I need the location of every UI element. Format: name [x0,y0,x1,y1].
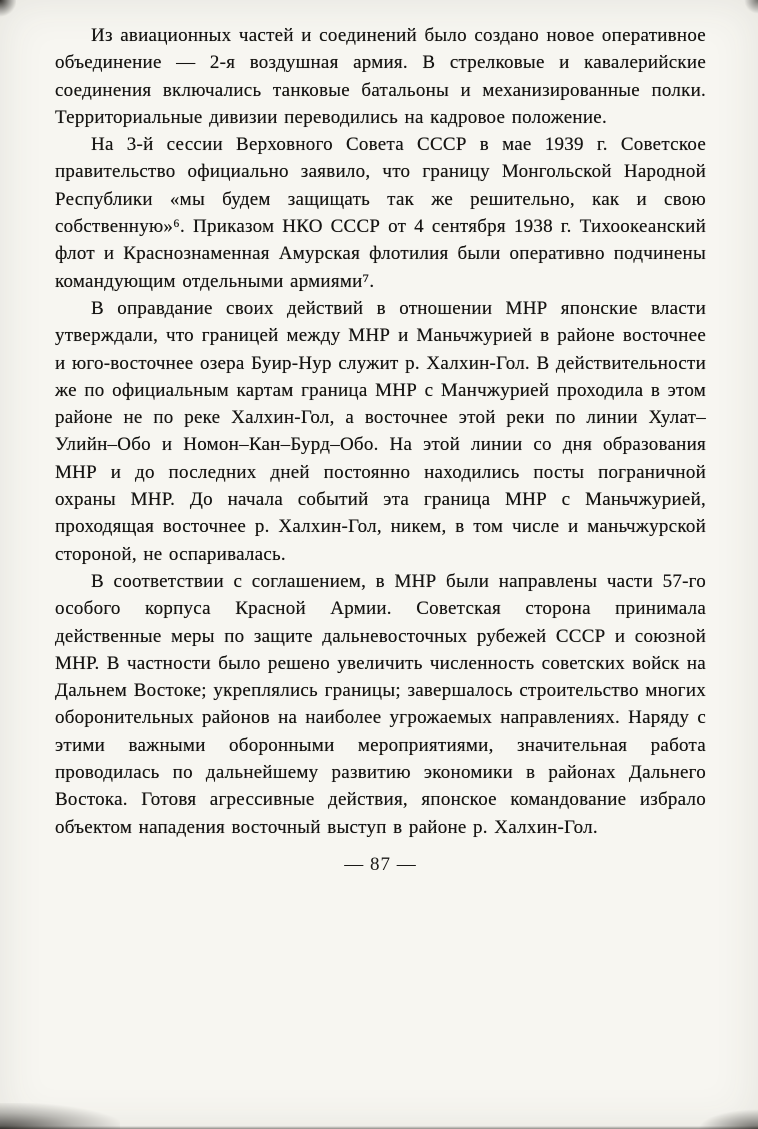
paragraph-2: На 3-й сессии Верховного Совета СССР в мае 1939 г. Советское правительство официально заявило, что границу Монгольской Народной Республики «мы будем защищать так же решительно, как и свою собственную»⁶. Приказом НКО СССР от 4 сентября 1938 г. Тихоокеанский флот и Краснознаменная Амурская флотилия были оперативно подчинены командующим отдельными армиями⁷. [55,134,706,292]
paragraph-3: В оправдание своих действий в отношении МНР японские власти утверждали, что границей между МНР и Маньчжурией в районе восточнее и юго-восточнее озера Буир-Нур служит р. Халхин-Гол. В действительности же по официальным картам граница МНР с Манчжурией проходила в этом районе не по реке Халхин-Гол, а восточнее этой реки по линии Хулат–Улийн–Обо и Номон–Кан–Бурд–Обо. На этой линии со дня образования МНР и до последних дней постоянно находились посты пограничной охраны МНР. До начала событий эта граница МНР с Маньчжурией, проходящая восточнее р. Халхин-Гол, никем, в том числе и маньчжурской стороной, не оспаривалась. [55,297,706,565]
text-block [55,22,706,876]
paragraph-4: В соответствии с соглашением, в МНР были направлены части 57-го особого корпуса Красной Армии. Советская сторона принимала действенные меры по защите дальневосточных рубежей СССР и союзной МНР. В частности было решено увеличить численность советских войск на Дальнем Востоке; укреплялись границы; завершалось строительство многих оборонительных районов на наиболее угрожаемых направлениях. Наряду с этими важными оборонными мероприятиями, значительная работа проводилась по дальнейшему развитию экономики в районах Дальнего Востока. Готовя агрессивные действия, японское командование избрало объектом нападения восточный выступ в районе р. Халхин-Гол. [55,570,706,838]
scan-artifact-bottom-left [0,1103,120,1129]
paragraph-1: Из авиационных частей и соединений было создано новое оперативное объединение — 2-я воздушная армия. В стрелковые и кавалерийские соединения включались танковые батальоны и механизированные полки. Территориальные дивизии переводились на кадровое положение. [55,25,706,128]
scan-artifact-bottom-right [698,1109,758,1129]
scan-artifact-top-left [0,0,16,18]
scan-artifact-top-right [744,0,758,16]
page-number: — 87 — [344,853,417,875]
